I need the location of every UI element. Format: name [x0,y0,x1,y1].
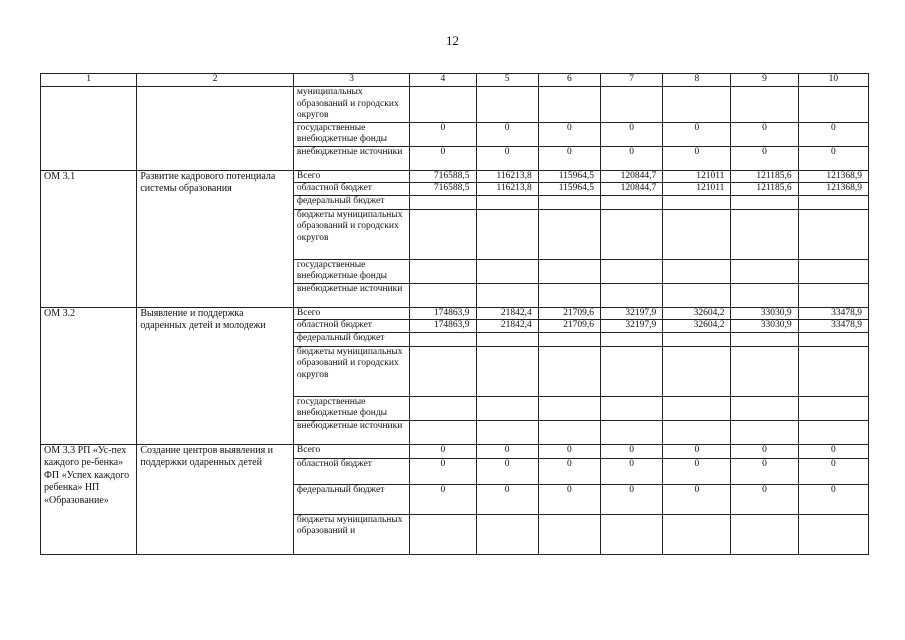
value-cell-col9 [731,332,798,346]
value-cell-col7 [600,259,662,283]
value-cell-col10: 33478,9 [798,307,868,320]
value-cell-col6 [538,514,600,554]
value-cell-col8 [663,346,731,396]
value-cell-col7: 0 [600,458,662,484]
value-cell-col7 [600,514,662,554]
value-cell-col5: 0 [476,458,538,484]
value-cell-col5 [476,514,538,554]
value-cell-col5 [476,396,538,420]
measure-name-cell: Выявление и поддержка одаренных детей и молодежи [137,307,294,444]
value-cell-col4 [410,396,476,420]
value-cell-col9 [731,209,798,259]
value-cell-col8 [663,332,731,346]
value-cell-col10 [798,209,868,259]
value-cell-col7 [600,420,662,444]
budget-table [40,73,869,555]
value-cell-col6 [538,346,600,396]
funding-source-cell: областной бюджет [293,320,409,333]
value-cell-col8 [663,396,731,420]
value-cell-col10 [798,396,868,420]
header-cell-9: 9 [731,74,798,87]
funding-source-cell: бюджеты муниципальных образований и городских округов [293,346,409,396]
value-cell-col5 [476,259,538,283]
table-row [41,87,869,123]
value-cell-col6 [538,195,600,209]
value-cell-col5: 21842,4 [476,307,538,320]
value-cell-col4 [410,514,476,554]
funding-source-cell: Всего [293,307,409,320]
value-cell-col4: 0 [410,444,476,458]
funding-source-cell: областной бюджет [293,458,409,484]
value-cell-col8: 32604,2 [663,307,731,320]
value-cell-col9: 33030,9 [731,307,798,320]
value-cell-col8: 32604,2 [663,320,731,333]
value-cell-col6: 0 [538,122,600,146]
value-cell-col8 [663,420,731,444]
value-cell-col9 [731,195,798,209]
value-cell-col9: 121185,6 [731,183,798,196]
funding-source-cell: бюджеты муниципальных образований и [293,514,409,554]
header-cell-2: 2 [137,74,294,87]
measure-code-cell: ОМ 3.1 [41,170,137,307]
value-cell-col9 [731,87,798,123]
table-row [41,122,869,146]
value-cell-col4 [410,332,476,346]
value-cell-col5 [476,283,538,307]
value-cell-col10: 0 [798,444,868,458]
value-cell-col6 [538,283,600,307]
header-cell-1: 1 [41,74,137,87]
value-cell-col6: 115964,5 [538,183,600,196]
value-cell-col4: 716588,5 [410,170,476,183]
name-cell-empty [137,122,294,146]
funding-source-cell: государственные внебюджетные фонды [293,396,409,420]
value-cell-col9: 0 [731,122,798,146]
value-cell-col4: 716588,5 [410,183,476,196]
value-cell-col9: 0 [731,444,798,458]
value-cell-col9: 0 [731,146,798,170]
funding-source-cell: Всего [293,170,409,183]
header-cell-10: 10 [798,74,868,87]
funding-source-cell: внебюджетные источники [293,146,409,170]
value-cell-col8: 0 [663,146,731,170]
value-cell-col10 [798,346,868,396]
value-cell-col10: 33478,9 [798,320,868,333]
value-cell-col6 [538,396,600,420]
value-cell-col6: 0 [538,458,600,484]
value-cell-col4: 0 [410,484,476,514]
table-row [41,307,869,320]
value-cell-col8 [663,209,731,259]
funding-source-cell: внебюджетные источники [293,283,409,307]
value-cell-col7: 32197,9 [600,307,662,320]
value-cell-col7: 0 [600,484,662,514]
value-cell-col7 [600,209,662,259]
funding-source-cell: областной бюджет [293,183,409,196]
value-cell-col10 [798,514,868,554]
value-cell-col6 [538,209,600,259]
funding-source-cell: внебюджетные источники [293,420,409,444]
value-cell-col5 [476,420,538,444]
value-cell-col6 [538,87,600,123]
value-cell-col6: 21709,6 [538,307,600,320]
value-cell-col7: 0 [600,146,662,170]
value-cell-col8: 121011 [663,183,731,196]
header-cell-5: 5 [476,74,538,87]
funding-source-cell: федеральный бюджет [293,195,409,209]
header-cell-7: 7 [600,74,662,87]
value-cell-col5 [476,209,538,259]
value-cell-col10: 121368,9 [798,183,868,196]
value-cell-col4: 0 [410,122,476,146]
header-cell-4: 4 [410,74,476,87]
value-cell-col10 [798,259,868,283]
value-cell-col5: 0 [476,146,538,170]
value-cell-col7 [600,283,662,307]
value-cell-col10 [798,87,868,123]
funding-source-cell: бюджеты муниципальных образований и городских округов [293,209,409,259]
value-cell-col7: 0 [600,444,662,458]
name-cell-empty [137,146,294,170]
value-cell-col8 [663,195,731,209]
value-cell-col7 [600,195,662,209]
name-cell-empty [137,87,294,123]
value-cell-col9 [731,346,798,396]
value-cell-col4 [410,209,476,259]
value-cell-col6 [538,420,600,444]
value-cell-col10 [798,332,868,346]
value-cell-col8: 0 [663,484,731,514]
value-cell-col5 [476,332,538,346]
value-cell-col7 [600,346,662,396]
value-cell-col7: 0 [600,122,662,146]
value-cell-col9: 0 [731,484,798,514]
code-cell-empty [41,146,137,170]
value-cell-col9 [731,283,798,307]
value-cell-col8 [663,283,731,307]
table-row [41,444,869,458]
value-cell-col10 [798,195,868,209]
value-cell-col6: 0 [538,444,600,458]
value-cell-col9: 0 [731,458,798,484]
value-cell-col4: 0 [410,458,476,484]
value-cell-col6 [538,259,600,283]
value-cell-col8 [663,259,731,283]
value-cell-col5 [476,346,538,396]
value-cell-col6: 115964,5 [538,170,600,183]
value-cell-col5: 0 [476,484,538,514]
value-cell-col4 [410,420,476,444]
funding-source-cell: федеральный бюджет [293,332,409,346]
value-cell-col6: 21709,6 [538,320,600,333]
value-cell-col9 [731,420,798,444]
value-cell-col10: 0 [798,122,868,146]
value-cell-col6: 0 [538,484,600,514]
value-cell-col8: 0 [663,122,731,146]
value-cell-col4 [410,346,476,396]
value-cell-col4 [410,195,476,209]
measure-name-cell: Создание центров выявления и поддержки одаренных детей [137,444,294,554]
value-cell-col7: 32197,9 [600,320,662,333]
value-cell-col9 [731,514,798,554]
header-cell-6: 6 [538,74,600,87]
funding-source-cell: государственные внебюджетные фонды [293,122,409,146]
value-cell-col8 [663,87,731,123]
header-cell-8: 8 [663,74,731,87]
funding-source-cell: Всего [293,444,409,458]
value-cell-col4 [410,283,476,307]
value-cell-col4: 0 [410,146,476,170]
value-cell-col7: 120844,7 [600,183,662,196]
value-cell-col9: 121185,6 [731,170,798,183]
value-cell-col8 [663,514,731,554]
header-cell-3: 3 [293,74,409,87]
value-cell-col10: 0 [798,458,868,484]
value-cell-col10: 0 [798,484,868,514]
measure-name-cell: Развитие кадрового потенциала системы образования [137,170,294,307]
value-cell-col4 [410,259,476,283]
value-cell-col7: 120844,7 [600,170,662,183]
header-row [41,74,869,87]
value-cell-col5: 0 [476,122,538,146]
value-cell-col8: 0 [663,444,731,458]
value-cell-col5: 116213,8 [476,170,538,183]
funding-source-cell: государственные внебюджетные фонды [293,259,409,283]
value-cell-col9: 33030,9 [731,320,798,333]
value-cell-col5: 0 [476,444,538,458]
measure-code-cell: ОМ 3.3 РП «Ус-пех каждого ре-бенка» ФП «Успех каждого ребенка» НП «Образование» [41,444,137,554]
value-cell-col5 [476,87,538,123]
value-cell-col9 [731,259,798,283]
value-cell-col4: 174863,9 [410,307,476,320]
value-cell-col10 [798,420,868,444]
code-cell-empty [41,87,137,123]
funding-source-cell: федеральный бюджет [293,484,409,514]
value-cell-col5 [476,195,538,209]
code-cell-empty [41,122,137,146]
value-cell-col4 [410,87,476,123]
value-cell-col5: 21842,4 [476,320,538,333]
measure-code-cell: ОМ 3.2 [41,307,137,444]
value-cell-col6 [538,332,600,346]
table-row [41,170,869,183]
value-cell-col10: 0 [798,146,868,170]
value-cell-col7 [600,332,662,346]
page-number: 12 [446,33,459,48]
funding-source-cell: муниципальных образований и городских округов [293,87,409,123]
value-cell-col10: 121368,9 [798,170,868,183]
value-cell-col7 [600,87,662,123]
value-cell-col10 [798,283,868,307]
value-cell-col5: 116213,8 [476,183,538,196]
value-cell-col7 [600,396,662,420]
table-row [41,146,869,170]
value-cell-col8: 121011 [663,170,731,183]
value-cell-col9 [731,396,798,420]
value-cell-col4: 174863,9 [410,320,476,333]
value-cell-col6: 0 [538,146,600,170]
value-cell-col8: 0 [663,458,731,484]
